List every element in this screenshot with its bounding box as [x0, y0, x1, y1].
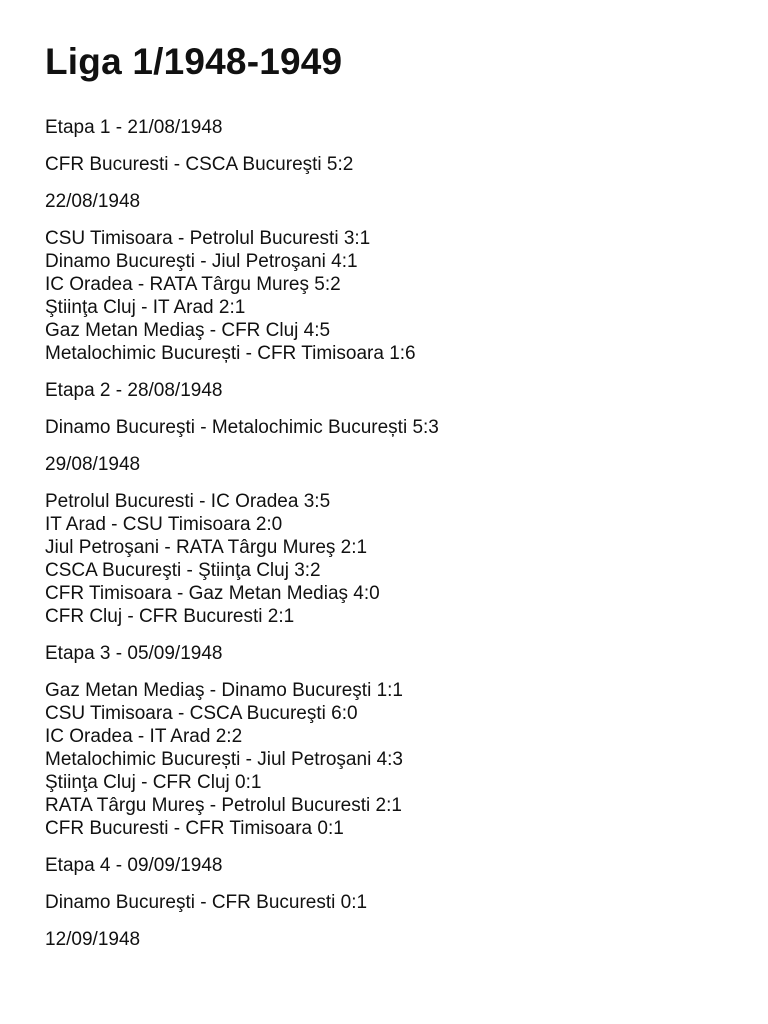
- match-result-line: CFR Bucuresti - CFR Timisoara 0:1: [45, 818, 344, 839]
- round-heading-text: Etapa 3 - 05/09/1948: [45, 643, 223, 664]
- round-heading: [45, 642, 723, 665]
- match-result-line: Ştiinţa Cluj - CFR Cluj 0:1: [45, 772, 262, 793]
- match-result-line: Ştiinţa Cluj - IT Arad 2:1: [45, 297, 246, 318]
- match-result-line: CFR Cluj - CFR Bucuresti 2:1: [45, 606, 295, 627]
- round-heading: [45, 854, 723, 877]
- match-result-line: IC Oradea - RATA Târgu Mureş 5:2: [45, 274, 341, 295]
- match-result-line: CSU Timisoara - CSCA Bucureşti 6:0: [45, 703, 358, 724]
- match-result-line: Metalochimic București - Jiul Petroşani 4:3: [45, 749, 403, 770]
- match-result-line: CSU Timisoara - Petrolul Bucuresti 3:1: [45, 228, 371, 249]
- round-heading-text: Etapa 4 - 09/09/1948: [45, 855, 223, 876]
- date-text: 12/09/1948: [45, 929, 141, 950]
- document-body: [45, 116, 723, 951]
- date-text: 22/08/1948: [45, 191, 141, 212]
- round-heading-text: Etapa 2 - 28/08/1948: [45, 380, 223, 401]
- match-result-line: Petrolul Bucuresti - IC Oradea 3:5: [45, 491, 331, 512]
- match-results: [45, 891, 723, 914]
- date-text: 29/08/1948: [45, 454, 141, 475]
- match-result-line: RATA Târgu Mureş - Petrolul Bucuresti 2:1: [45, 795, 402, 816]
- match-results: [45, 416, 723, 439]
- match-result-line: CFR Bucuresti - CSCA Bucureşti 5:2: [45, 154, 354, 175]
- round-heading-text: Etapa 1 - 21/08/1948: [45, 117, 223, 138]
- match-result-line: Jiul Petroşani - RATA Târgu Mureş 2:1: [45, 537, 368, 558]
- match-result-line: CFR Timisoara - Gaz Metan Mediaş 4:0: [45, 583, 380, 604]
- match-result-line: CSCA Bucureşti - Ştiinţa Cluj 3:2: [45, 560, 321, 581]
- match-result-line: IC Oradea - IT Arad 2:2: [45, 726, 243, 747]
- round-heading: [45, 116, 723, 139]
- match-date: [45, 928, 723, 951]
- match-result-line: IT Arad - CSU Timisoara 2:0: [45, 514, 283, 535]
- match-result-line: Gaz Metan Mediaş - Dinamo Bucureşti 1:1: [45, 680, 403, 701]
- match-result-line: Dinamo Bucureşti - CFR Bucuresti 0:1: [45, 892, 368, 913]
- match-results: [45, 679, 723, 840]
- match-date: [45, 190, 723, 213]
- page-title: Liga 1/1948-1949: [45, 41, 343, 82]
- match-result-line: Dinamo Bucureşti - Jiul Petroşani 4:1: [45, 251, 358, 272]
- match-results: [45, 490, 723, 628]
- round-heading: [45, 379, 723, 402]
- match-date: [45, 453, 723, 476]
- match-result-line: Dinamo Bucureşti - Metalochimic București 5:3: [45, 417, 439, 438]
- match-result-line: Metalochimic București - CFR Timisoara 1:6: [45, 343, 416, 364]
- match-results: [45, 153, 723, 176]
- match-result-line: Gaz Metan Mediaş - CFR Cluj 4:5: [45, 320, 331, 341]
- match-results: [45, 227, 723, 365]
